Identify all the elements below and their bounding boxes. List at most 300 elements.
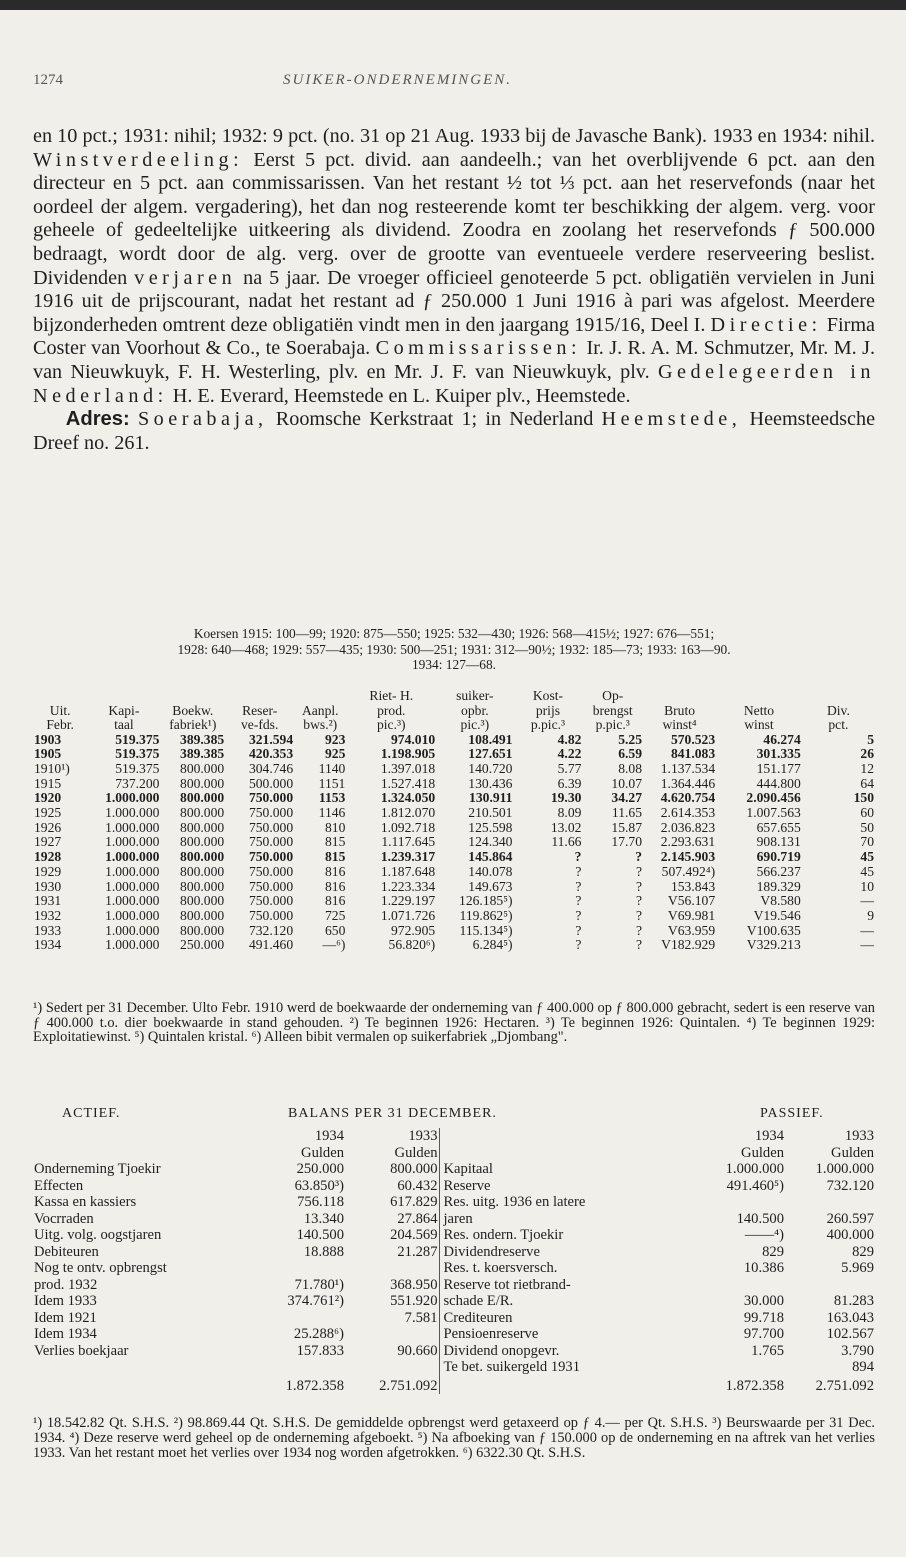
empty-cell [439,1128,693,1145]
table-cell: 45 [860,849,874,865]
balance-row [33,1293,875,1310]
table-cell: 444.800 [756,775,801,791]
passief-item-label: Res. t. koersversch. [439,1260,693,1277]
empty-cell [33,1359,265,1376]
header-row-2 [33,704,875,719]
table-cell: 750.000 [248,893,294,909]
table-cell: 420.353 [248,746,294,762]
unit-header: Gulden [741,1144,784,1161]
table-cell: 210.501 [468,805,513,821]
table-cell: 1.000.000 [105,819,160,835]
table-cell: 119.862⁵) [459,907,513,923]
table-cell: 800.000 [180,849,225,865]
table-cell: ? [635,863,642,879]
unit-header: Gulden [394,1144,438,1161]
table-row [33,821,875,836]
table-cell: ? [575,878,582,894]
table-cell: 800.000 [180,878,225,894]
balans-title: BALANS PER 31 DECEMBER. [288,1106,497,1121]
table-cell: 816 [324,863,346,879]
table-cell: ? [575,937,582,953]
actief-item-label: Kassa en kassiers [34,1194,137,1210]
table-cell: 2.293.631 [660,834,716,850]
empty-cell [33,1128,265,1145]
column-header [160,689,225,704]
table-cell: 750.000 [248,849,294,865]
yearly-results-body [33,733,875,954]
passief-value-1934: 99.718 [743,1309,784,1326]
balance-row [33,1359,875,1376]
table-cell: 389.385 [180,746,225,762]
table-cell: 737.200 [115,775,160,791]
table-cell: 725 [324,907,346,923]
table-cell: 1.364.446 [660,775,716,791]
actief-value-1934: 140.500 [296,1227,344,1243]
balance-row [33,1343,875,1360]
table-cell: 126.185⁵) [459,893,513,909]
company-description [33,125,875,455]
passief-value-1934: 491.460⁵) [726,1177,784,1194]
actief-total-1934: 1.872.358 [285,1377,344,1394]
balance-row [33,1326,875,1343]
table-cell: 6.39 [557,775,582,791]
table-cell: 923 [324,731,346,747]
actief-item-label: Effecten [34,1177,84,1194]
column-header: winst⁴ [662,717,697,732]
passief-value-1934: ——⁴) [744,1227,784,1243]
table-cell: 6.59 [618,746,642,762]
table-row [33,762,875,777]
year-cell: 1915 [34,775,62,791]
table-cell: 60 [860,805,874,821]
balance-row [33,1227,875,1244]
table-cell: 491.460 [248,937,294,953]
actief-item-label: Idem 1934 [34,1326,97,1342]
table-cell: 189.329 [756,878,801,894]
table-cell: V19.546 [753,907,801,923]
actief-value-1933: 617.829 [390,1194,438,1210]
actief-value-1933: 7.581 [404,1309,438,1326]
table-cell: 50 [860,819,874,835]
table-cell: 2.036.823 [660,819,716,835]
table-cell: 800.000 [180,790,225,806]
table-cell: 1.812.070 [380,805,436,821]
table-cell: 750.000 [248,790,294,806]
table-cell: V56.107 [667,893,716,909]
passief-item-label: schade E/R. [439,1293,693,1310]
table-cell: 1.007.563 [746,805,801,821]
column-header: Kost- [532,688,564,703]
column-header [33,689,87,704]
table-cell: 2.614.353 [660,805,716,821]
table-cell: 507.492⁴) [661,863,716,879]
table-cell: 1.527.418 [380,775,436,791]
year-cell: 1905 [34,746,62,762]
table-row [33,924,875,939]
actief-value-1933: 204.569 [390,1227,438,1243]
header-row-1 [33,689,875,704]
table-cell: 750.000 [248,863,294,879]
table-cell: 13.02 [550,819,582,835]
table-row [33,835,875,850]
table-cell: 1153 [318,790,346,806]
table-cell: 972.905 [391,922,436,938]
actief-value-1934: 18.888 [303,1243,344,1260]
column-header: p.pic.³ [530,717,566,732]
table-cell: ? [575,907,582,923]
passief-value-1933: 829 [852,1243,874,1260]
table-cell: 800.000 [180,863,225,879]
table-cell: 1.000.000 [105,907,160,923]
column-header: pic.³) [376,717,406,732]
table-cell: 1.092.718 [380,819,436,835]
table-cell: 304.746 [248,760,294,776]
table-cell: ? [635,937,642,953]
balance-row [33,1211,875,1228]
address-label: Adres: [65,408,130,431]
table-row [33,850,875,865]
balance-row [33,1161,875,1178]
actief-item-label: Idem 1933 [34,1293,97,1309]
actief-value-1933: 551.920 [390,1293,438,1309]
table-cell: 4.82 [557,731,582,747]
table-cell: 750.000 [248,805,294,821]
balance-row [33,1260,875,1277]
table-cell: 130.436 [468,775,513,791]
table-cell: 1151 [318,775,346,791]
table-cell: 750.000 [248,834,294,850]
table-cell: —⁶) [322,937,346,953]
year-cell: 1930 [34,878,62,894]
empty-cell [439,1376,693,1395]
table-cell: 1.000.000 [105,878,160,894]
table-cell: 11.66 [551,834,582,850]
empty-cell [439,1145,693,1162]
table-cell: 17.70 [611,834,642,850]
passief-item-label: Dividend onopgevr. [439,1343,693,1360]
table-cell: 1.198.905 [380,746,436,762]
column-header: Aanpl. [301,702,339,718]
table-cell: 26 [860,746,874,762]
table-cell: 566.237 [756,863,801,879]
table-cell: 1.000.000 [105,849,160,865]
table-cell: 4.620.754 [660,790,716,806]
actief-value-1933 [345,1326,439,1343]
passief-item-label: Dividendreserve [439,1244,693,1261]
unit-header: Gulden [831,1144,874,1161]
column-header [802,689,875,704]
passief-item-label: Reserve [439,1178,693,1195]
year-cell: 1925 [34,805,62,821]
empty-cell [265,1359,345,1376]
actief-value-1933: 800.000 [390,1161,438,1177]
actief-item-label: Verlies boekjaar [34,1342,129,1359]
column-header: Op- [602,688,624,703]
table-footnotes: ¹) Sedert per 31 December. Ulto Febr. 1910 werd de boekwaarde der onderneming van ƒ 400.000 op ƒ 800.000 gebracht, sedert is een reserve van ƒ 400.000 t.o. dier boekwaarde in stand gehouden. ²) Te beginnen 1926: Hectaren. ³) Te beginnen 1926: Quintalen. ⁴) Te beginnen 1929: Exploitatiewinst. ⁵) Quintalen kristal. ⁶) Alleen bibit vermalen op suikerfabriek „Djombang". [33,1000,875,1046]
table-cell: 816 [324,878,346,894]
balance-sheet-table [33,1128,875,1394]
table-cell: 800.000 [180,834,225,850]
table-cell: 800.000 [180,819,225,835]
passief-value-1934: 829 [762,1243,784,1260]
table-cell: 250.000 [180,937,225,953]
table-cell: V182.929 [661,937,716,953]
year-cell: 1928 [34,849,62,865]
table-cell: ? [635,893,642,909]
column-header: Boekw. [172,702,214,718]
passief-title: PASSIEF. [760,1106,824,1121]
table-cell: 4.22 [557,746,582,762]
column-header: prijs [535,702,561,718]
scan-top-border [0,0,906,10]
column-header: suiker- [456,688,494,703]
table-cell: 519.375 [115,731,160,747]
actief-value-1934: 250.000 [296,1161,344,1177]
column-header [716,689,802,704]
table-cell: 1.324.050 [380,790,436,806]
table-cell: 6.284⁵) [472,937,513,953]
table-cell: ? [575,893,582,909]
table-cell: 5 [867,731,874,747]
actief-value-1934 [265,1310,345,1327]
column-header: p.pic.³ [595,717,630,732]
column-header: Febr. [46,717,74,732]
passief-item-label: Reserve tot rietbrand- [439,1277,693,1294]
table-cell: 1.071.726 [380,907,436,923]
column-header: Netto [743,702,775,718]
passief-value-1934: 97.700 [743,1326,784,1342]
actief-total-1933: 2.751.092 [379,1377,438,1394]
passief-value-1934: 140.500 [736,1210,784,1227]
table-row [33,880,875,895]
year-header: 1934 [754,1128,784,1144]
table-cell: 815 [324,834,346,850]
passief-value-1933: 260.597 [826,1210,874,1227]
year-cell: 1931 [34,893,62,909]
table-cell: 657.655 [756,819,801,835]
column-header: Bruto [664,702,696,718]
passief-value-1934 [693,1359,785,1376]
table-cell: 974.010 [391,731,436,747]
table-cell: 10.07 [611,775,642,791]
table-cell: 570.523 [670,731,716,747]
passief-item-label: jaren [439,1211,693,1228]
actief-value-1933 [345,1260,439,1277]
passief-item-label: Pensioenreserve [439,1326,693,1343]
passief-item-label: Res. uitg. 1936 en latere [439,1194,693,1211]
column-header [87,689,160,704]
actief-value-1933: 60.432 [397,1177,438,1194]
actief-value-1933: 368.950 [390,1276,438,1293]
passief-item-label: Res. ondern. Tjoekir [439,1227,693,1244]
table-cell: 19.30 [550,790,582,806]
table-cell: 64 [860,775,874,791]
table-cell: — [860,922,874,938]
year-header: 1933 [844,1128,874,1144]
unit-header: Gulden [301,1144,344,1161]
column-header: Uit. [49,702,71,718]
share-price-history: Koersen 1915: 100—99; 1920: 875—550; 1925: 532—430; 1926: 568—415½; 1927: 676—551; 1928: 640—468; 1929: 557—435; 1930: 500—251; 1931: 312—90½; 1932: 185—73; 1933: 163—90. 1934: 127—68. [177,626,731,672]
actief-value-1934: 13.340 [303,1210,344,1227]
actief-item-label: Uitg. volg. oogstjaren [34,1227,162,1243]
table-cell: 153.843 [670,878,716,894]
passief-item-label: Te bet. suikergeld 1931 [439,1359,693,1376]
table-cell: 15.87 [611,819,642,835]
table-cell: 140.720 [468,760,513,776]
actief-item-label: Vocrraden [34,1210,94,1227]
actief-item-label: Nog te ontv. opbrengst [34,1260,167,1276]
table-cell: V69.981 [667,907,716,923]
table-cell: 800.000 [180,760,225,776]
year-header: 1933 [408,1128,438,1144]
table-row [33,806,875,821]
empty-cell [33,1376,265,1395]
column-header: fabriek¹) [169,717,217,732]
table-cell: 800.000 [180,775,225,791]
table-cell: 650 [324,922,346,938]
table-cell: 8.08 [618,760,642,776]
table-cell: 108.491 [468,731,513,747]
table-row [33,791,875,806]
actief-value-1934: 157.833 [296,1342,344,1359]
table-cell: 2.145.903 [660,849,716,865]
year-cell: 1926 [34,819,62,835]
passief-item-label: Crediteuren [439,1310,693,1327]
table-cell: 124.340 [468,834,513,850]
year-cell: 1903 [34,731,62,747]
passief-value-1933: 400.000 [826,1227,874,1243]
table-cell: 1.000.000 [105,937,160,953]
table-row [33,894,875,909]
table-cell: 2.090.456 [746,790,801,806]
table-cell: 1.000.000 [105,790,160,806]
table-cell: 815 [324,849,346,865]
table-cell: 1.000.000 [105,922,160,938]
passief-value-1933 [785,1194,875,1211]
table-cell: 800.000 [180,922,225,938]
column-header: ve-fds. [240,717,279,732]
column-header: Reser- [242,702,278,718]
year-cell: 1927 [34,834,62,850]
table-cell: 690.719 [756,849,801,865]
table-cell: 8.09 [557,805,582,821]
year-cell: 1920 [34,790,62,806]
table-cell: 750.000 [248,878,294,894]
balance-row [33,1310,875,1327]
actief-item-label: Idem 1921 [34,1309,97,1326]
year-header: 1934 [314,1128,344,1144]
actief-value-1933: 21.287 [397,1243,438,1260]
table-cell: 519.375 [115,746,160,762]
balance-footnotes: ¹) 18.542.82 Qt. S.H.S. ²) 98.869.44 Qt. S.H.S. De gemiddelde opbrengst werd getaxeerd op ƒ 4.— per Qt. S.H.S. ³) Beurswaarde per 31 Dec. 1934. ⁴) Deze reserve werd geheel op de onderneming afgeboekt. ⁵) Na afboeking van ƒ 150.000 op de onderneming en na aftrek van het verlies 1933. Van het restant moet het verlies over 1934 nog worden afgetrokken. ⁶) 6322.30 Qt. S.H.S. [33,1415,875,1461]
table-cell: 1.239.317 [380,849,436,865]
table-cell: 127.651 [468,746,513,762]
table-cell: ? [575,922,582,938]
table-cell: 5.25 [618,731,642,747]
table-cell: 140.078 [468,863,513,879]
table-cell: ? [575,863,582,879]
table-cell: 5.77 [557,760,582,776]
actief-value-1934: 63.850³) [294,1177,344,1194]
passief-value-1933: 894 [852,1359,874,1375]
actief-value-1934: 71.780¹) [294,1276,344,1293]
column-header: opbr. [461,702,489,718]
table-cell: — [860,893,874,909]
table-cell: ? [635,849,642,865]
empty-cell [345,1359,439,1376]
table-cell: 125.598 [468,819,513,835]
passief-value-1933: 3.790 [841,1342,874,1359]
table-cell: 150 [853,790,874,806]
passief-value-1934: 1.000.000 [725,1161,784,1177]
column-header [294,689,346,704]
table-cell: 800.000 [180,805,225,821]
passief-value-1934: 10.386 [743,1260,784,1276]
table-cell: 1.000.000 [105,834,160,850]
table-row [33,747,875,762]
table-cell: 1140 [318,760,346,776]
table-cell: 841.083 [670,746,716,762]
table-cell: 10 [860,878,874,894]
column-header: brengst [592,702,633,718]
table-cell: — [860,937,874,953]
table-row [33,909,875,924]
table-cell: 130.911 [469,790,513,806]
column-header: pic.³) [460,717,490,732]
table-cell: 1146 [318,805,346,821]
column-header [643,689,716,704]
column-header: winst [744,717,774,732]
column-header: Riet- H. [369,688,414,703]
table-cell: 12 [860,760,874,776]
year-cell: 1929 [34,863,62,879]
actief-item-label: Onderneming Tjoekir [34,1161,161,1177]
actief-item-label: prod. 1932 [34,1276,98,1293]
table-cell: 816 [324,893,346,909]
empty-cell [33,1145,265,1162]
table-cell: 1.000.000 [105,863,160,879]
passief-total-1933: 2.751.092 [815,1377,874,1394]
column-header: Kapi- [108,702,140,718]
passief-value-1934: 30.000 [743,1293,784,1309]
table-cell: 321.594 [248,731,294,747]
passief-value-1934 [693,1277,785,1294]
table-cell: 800.000 [180,893,225,909]
balance-row [33,1145,875,1162]
table-cell: 810 [324,819,346,835]
balance-row [33,1244,875,1261]
column-header: bws.²) [303,717,338,732]
table-cell: 149.673 [468,878,513,894]
table-cell: 70 [860,834,874,850]
passief-value-1933: 102.567 [826,1326,874,1342]
table-cell: 389.385 [180,731,225,747]
balance-row [33,1194,875,1211]
passief-value-1933: 5.969 [841,1260,874,1276]
table-cell: 115.134⁵) [459,922,513,938]
year-cell: 1934 [34,937,62,953]
table-cell: 908.131 [756,834,801,850]
passief-value-1934 [693,1194,785,1211]
table-cell: 56.820⁶) [388,937,436,953]
table-cell: 1.137.534 [660,760,716,776]
table-cell: 750.000 [248,907,294,923]
balance-row [33,1128,875,1145]
table-cell: ? [635,922,642,938]
table-cell: 46.274 [763,731,801,747]
table-cell: 151.177 [756,760,801,776]
paragraph-profit-distribution: en 10 pct.; 1931: nihil; 1932: 9 pct. (no. 31 op 21 Aug. 1933 bij de Javasche Bank). 1933 en 1934: nihil. Winstverdeeling: Eerst 5 pct. divid. aan aandeelh.; van het overblijvende 6 pct. aan den directeur en 5 pct. aan commissarissen. Van het restant ½ tot ⅓ pct. aan het reservefonds (naar het oordeel der algem. vergadering), het dan nog resteerende komt ter beschikking der algem. verg. voor geheele of gedeeltelijke uitkeering als dividend. Zoodra en zoolang het reservefonds ƒ 500.000 bedraagt, wordt door de alg. verg. over de grootte van eventueele verdere reserveering beslist. Dividenden verjaren na 5 jaar. De vroeger officieel genoteerde 5 pct. obligatiën vervielen in Juni 1916 uit de prijscourant, nadat het restant ad ƒ 250.000 1 Juni 1916 à pari was afgelost. Meerdere bijzonderheden omtrent deze obligatiën vindt men in den jaargang 1915/16, Deel I. Directie: Firma Coster van Voorhout & Co., te Soerabaja. Commissarissen: Ir. J. R. A. M. Schmutzer, Mr. M. J. van Nieuwkuyk, F. H. Westerling, plv. en Mr. J. F. van Nieuwkuyk, plv. Gedelegeerden in Nederland: H. E. Everard, Heemstede en L. Kuiper plv., Heemstede. [33,125,876,407]
